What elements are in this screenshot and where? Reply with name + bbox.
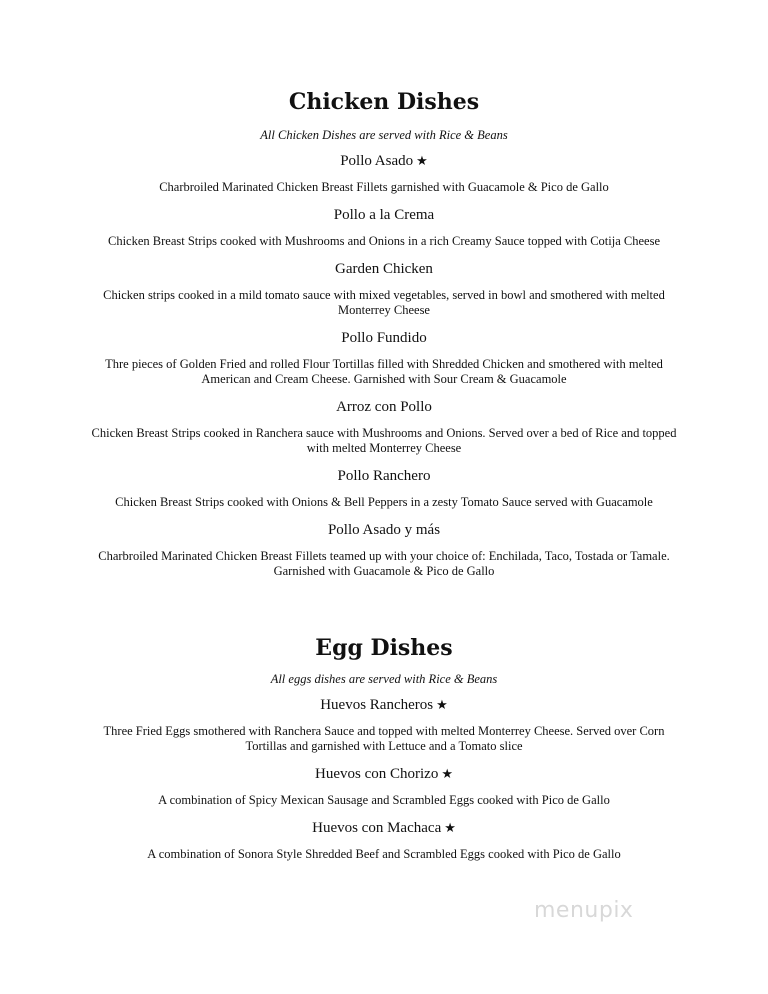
dish-name: Huevos con Machaca ★	[312, 820, 456, 836]
star-icon: ★	[436, 697, 448, 712]
dish-name: Huevos con Chorizo ★	[315, 766, 453, 782]
dish-description: Chicken Breast Strips cooked in Ranchera sauce with Mushrooms and Onions. Served over a bed of Rice and topped with melted Monterrey Cheese	[91, 426, 677, 455]
section-chicken	[0, 88, 768, 579]
dish-name: Huevos Rancheros ★	[320, 697, 448, 713]
dish-name: Pollo Fundido	[341, 330, 427, 346]
star-icon: ★	[441, 766, 453, 781]
watermark-logo: menupix	[534, 898, 634, 923]
dish-description: Chicken Breast Strips cooked with Onions & Bell Peppers in a zesty Tomato Sauce served with Guacamole	[115, 495, 653, 509]
dish-name: Pollo a la Crema	[333, 207, 435, 223]
dish-description: A combination of Sonora Style Shredded Beef and Scrambled Eggs cooked with Pico de Gallo	[147, 847, 621, 861]
dish-name: Pollo Asado ★	[340, 153, 428, 169]
dish-description: A combination of Spicy Mexican Sausage and Scrambled Eggs cooked with Pico de Gallo	[158, 793, 610, 807]
dish-description: Thre pieces of Golden Fried and rolled Flour Tortillas filled with Shredded Chicken and smothered with melted American and Cream Cheese. Garnished with Sour Cream & Guacamole	[105, 357, 663, 386]
dish-name: Garden Chicken	[335, 261, 433, 277]
section-title: Chicken Dishes	[288, 89, 480, 115]
dish-description: Charbroiled Marinated Chicken Breast Fillets teamed up with your choice of: Enchilada, Taco, Tostada or Tamale. Garnished with Guacamole & Pico de Gallo	[98, 549, 670, 578]
dish-description: Three Fried Eggs smothered with Ranchera Sauce and topped with melted Monterrey Cheese. Served over Corn Tortillas and garnished with Lettuce and a Tomato slice	[103, 724, 665, 753]
dish-name: Arroz con Pollo	[336, 399, 432, 415]
section-note: All eggs dishes are served with Rice & Beans	[270, 672, 498, 686]
section-eggs	[0, 634, 768, 862]
section-title: Egg Dishes	[315, 635, 453, 661]
dish-description: Chicken strips cooked in a mild tomato sauce with mixed vegetables, served in bowl and smothered with melted Monterrey Cheese	[103, 288, 665, 317]
star-icon: ★	[444, 820, 456, 835]
dish-description: Charbroiled Marinated Chicken Breast Fillets garnished with Guacamole & Pico de Gallo	[159, 180, 609, 194]
dish-name: Pollo Ranchero	[337, 468, 431, 484]
dish-description: Chicken Breast Strips cooked with Mushrooms and Onions in a rich Creamy Sauce topped with Cotija Cheese	[108, 234, 660, 248]
dish-name: Pollo Asado y más	[327, 522, 441, 538]
section-note: All Chicken Dishes are served with Rice & Beans	[260, 128, 508, 142]
star-icon: ★	[416, 153, 428, 168]
